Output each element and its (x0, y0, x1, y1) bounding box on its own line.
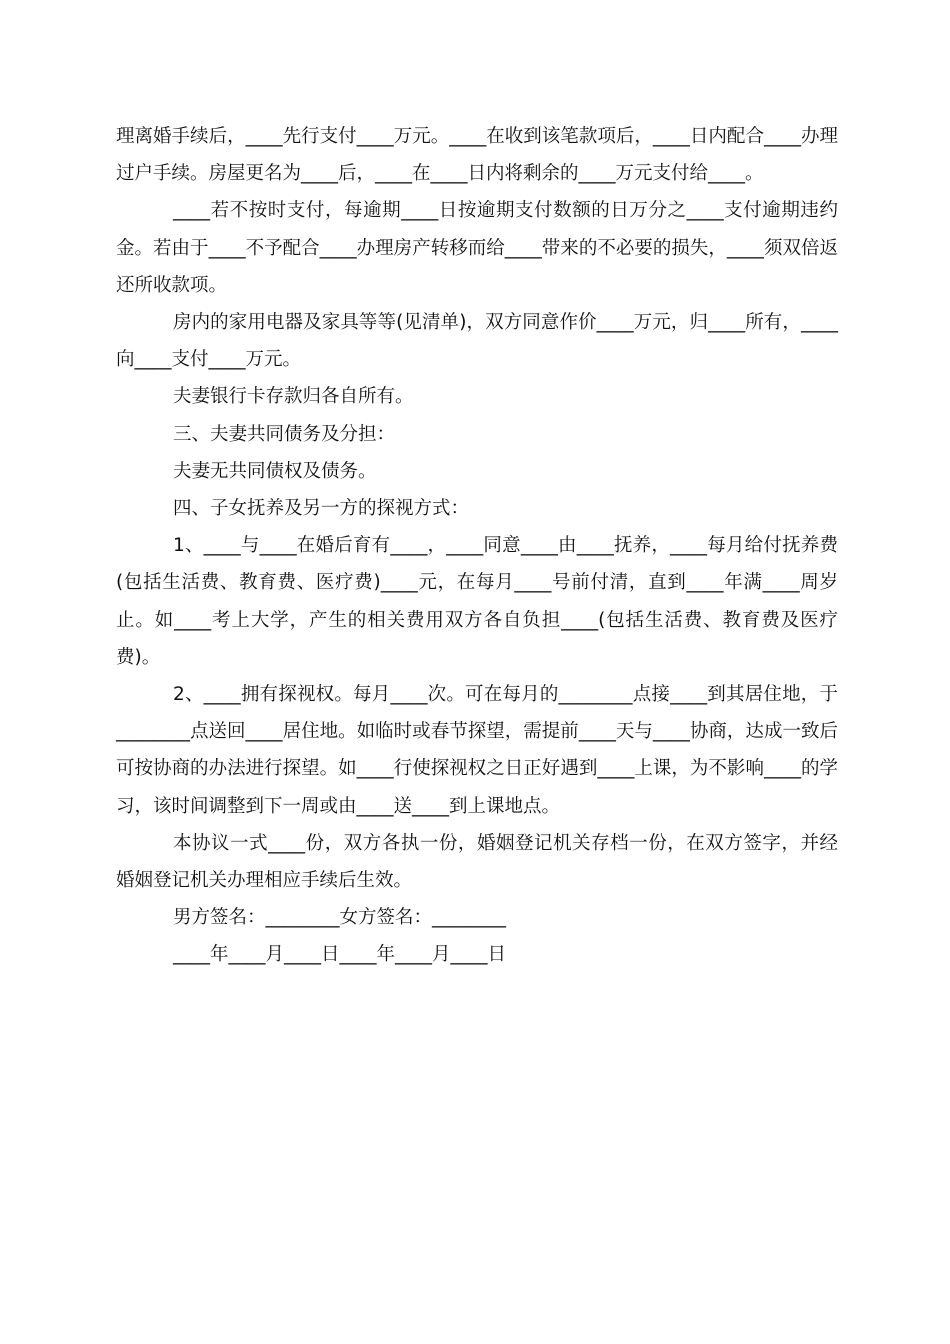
section-heading-debts: 三、夫妻共同债务及分担： (173, 423, 396, 445)
paragraph-no-debts: 夫妻无共同债权及债务。 (173, 460, 377, 482)
paragraph-agreement-copies: 本协议一式____份，双方各执一份，婚姻登记机关存档一份，在双方签字，并经婚姻登记机关办理相应手续后生效。 (116, 832, 838, 892)
paragraph-child-support: 1、____与____在婚后育有____，____同意____由____抚养，____每月给付抚养费(包括生活费、教育费、医疗费)____元，在每月____号前付清，直到____年满____周岁止。如____考上大学，产生的相关费用双方各自负担____(包括生活费、教育费及医疗费)。 (116, 535, 838, 668)
paragraph-late-payment: ____若不按时支付，每逾期____日按逾期支付数额的日万分之____支付逾期违约金。若由于____不予配合____办理房产转移而给____带来的不必要的损失，____须双倍返还所收款项。 (116, 200, 838, 296)
agreement-body (116, 118, 838, 974)
date-line: ____年____月____日____年____月____日 (173, 944, 507, 966)
paragraph-bank-deposits: 夫妻银行卡存款归各自所有。 (173, 386, 414, 408)
paragraph-transfer-terms: 理离婚手续后，____先行支付____万元。____在收到该笔款项后，____日内配合____办理过户手续。房屋更名为____后，____在____日内将剩余的____万元支付给____。 (116, 126, 838, 185)
paragraph-visitation: 2、____拥有探视权。每月____次。可在每月的________点接____到其居住地，于________点送回____居住地。如临时或春节探望，需提前____天与____协商，达成一致后可按协商的办法进行探望。如____行使探视权之日正好遇到____上课，为不影响____的学习，该时间调整到下一周或由____送____到上课地点。 (116, 684, 838, 817)
signature-line: 男方签名：________女方签名：________ (173, 907, 507, 929)
section-heading-custody: 四、子女抚养及另一方的探视方式： (173, 498, 470, 520)
paragraph-appliances: 房内的家用电器及家具等等(见清单)，双方同意作价____万元，归____所有，____向____支付____万元。 (116, 312, 838, 371)
